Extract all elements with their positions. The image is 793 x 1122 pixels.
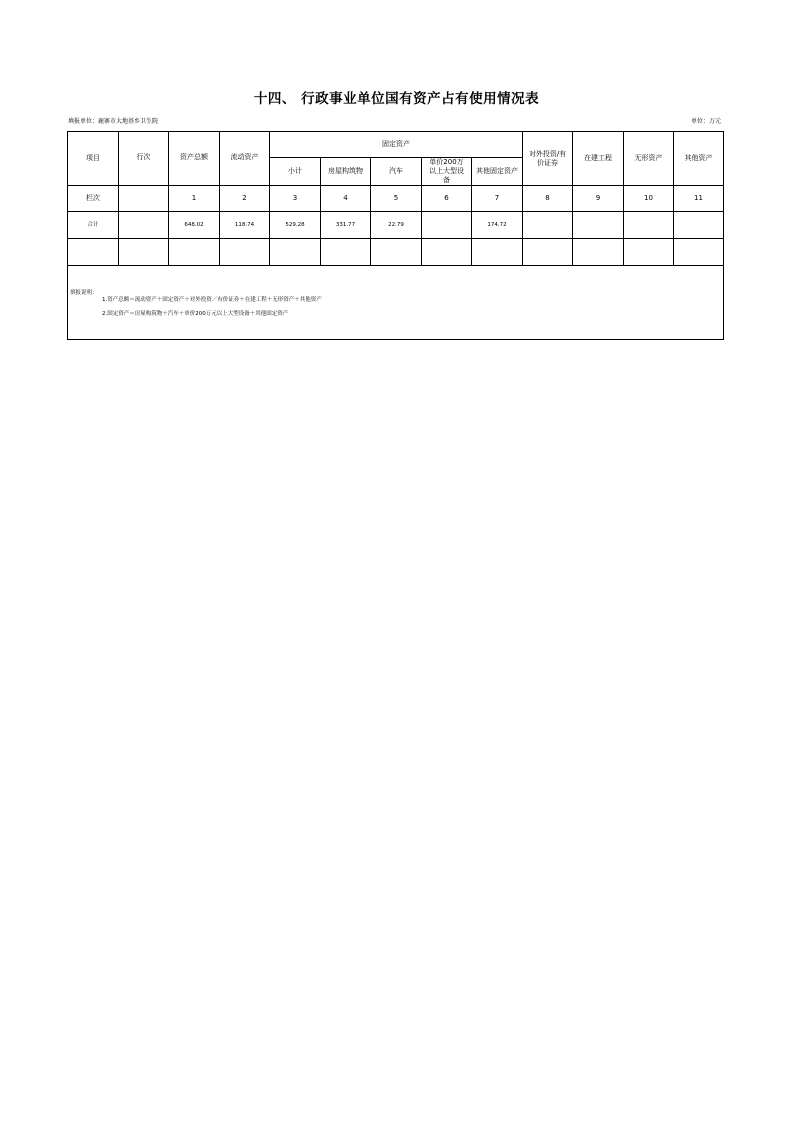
current-assets-value: 118.74 <box>220 212 270 239</box>
table-cell <box>624 239 674 266</box>
header-intangible: 无形资产 <box>624 132 674 186</box>
header-other-assets: 其他资产 <box>674 132 724 186</box>
total-row-label: 合计 <box>68 212 119 239</box>
column-number-cell: 9 <box>573 186 624 212</box>
column-number-label: 栏次 <box>68 186 119 212</box>
notes-cell <box>68 266 724 340</box>
table-cell <box>169 239 220 266</box>
header-vehicles: 汽车 <box>371 158 422 186</box>
column-number-cell: 4 <box>321 186 371 212</box>
filing-unit: 填报单位：鹿寨市大地基乡卫生院 <box>68 118 159 125</box>
other-assets-value <box>674 212 724 239</box>
table-cell <box>573 239 624 266</box>
header-row-1 <box>68 132 724 158</box>
header-investments: 对外投资/有价证券 <box>523 132 573 186</box>
investments-value <box>523 212 573 239</box>
column-number-cell: 10 <box>624 186 674 212</box>
table-cell <box>523 239 573 266</box>
column-number-cell: 7 <box>472 186 523 212</box>
page-title: 十四、 行政事业单位国有资产占有使用情况表 <box>253 91 540 107</box>
intangible-value <box>624 212 674 239</box>
table-cell <box>270 239 321 266</box>
table-cell <box>321 239 371 266</box>
column-number-cell: 5 <box>371 186 422 212</box>
table-cell <box>472 239 523 266</box>
column-number-cell: 2 <box>220 186 270 212</box>
table-cell <box>119 212 169 239</box>
notes-row <box>68 266 724 340</box>
empty-row <box>68 239 724 266</box>
header-buildings: 房屋构筑物 <box>321 158 371 186</box>
column-number-cell: 1 <box>169 186 220 212</box>
header-item: 项目 <box>68 132 119 186</box>
subtotal-value: 529.28 <box>270 212 321 239</box>
asset-table <box>67 131 724 340</box>
column-number-cell <box>119 186 169 212</box>
header-construction: 在建工程 <box>573 132 624 186</box>
total-assets-value: 648.02 <box>169 212 220 239</box>
construction-value <box>573 212 624 239</box>
other-fixed-value: 174.72 <box>472 212 523 239</box>
column-number-cell: 8 <box>523 186 573 212</box>
buildings-value: 331.77 <box>321 212 371 239</box>
notes-heading: 填报说明： <box>70 290 98 297</box>
unit-label: 单位：万元 <box>690 118 721 125</box>
vehicles-value: 22.79 <box>371 212 422 239</box>
header-total-assets: 资产总额 <box>169 132 220 186</box>
header-current-assets: 流动资产 <box>220 132 270 186</box>
table-cell <box>371 239 422 266</box>
note-line-2: 2.固定资产＝房屋构筑物＋汽车＋单价200万元以上大型设备＋其他固定资产 <box>102 311 289 318</box>
total-row <box>68 212 724 239</box>
header-row-no: 行次 <box>119 132 169 186</box>
header-subtotal: 小计 <box>270 158 321 186</box>
column-number-row <box>68 186 724 212</box>
table-cell <box>674 239 724 266</box>
table-cell <box>422 239 472 266</box>
header-other-fixed: 其他固定资产 <box>472 158 523 186</box>
header-fixed-assets: 固定资产 <box>270 132 523 158</box>
table-cell <box>119 239 169 266</box>
column-number-cell: 6 <box>422 186 472 212</box>
note-line-1: 1.资产总额＝流动资产＋固定资产＋对外投资／有价证券＋在建工程＋无形资产＋其他资产 <box>102 297 322 304</box>
column-number-cell: 11 <box>674 186 724 212</box>
large-equipment-value <box>422 212 472 239</box>
column-number-cell: 3 <box>270 186 321 212</box>
header-large-equipment: 单价200万以上大型设备 <box>422 158 472 186</box>
table-cell <box>220 239 270 266</box>
table-cell <box>68 239 119 266</box>
